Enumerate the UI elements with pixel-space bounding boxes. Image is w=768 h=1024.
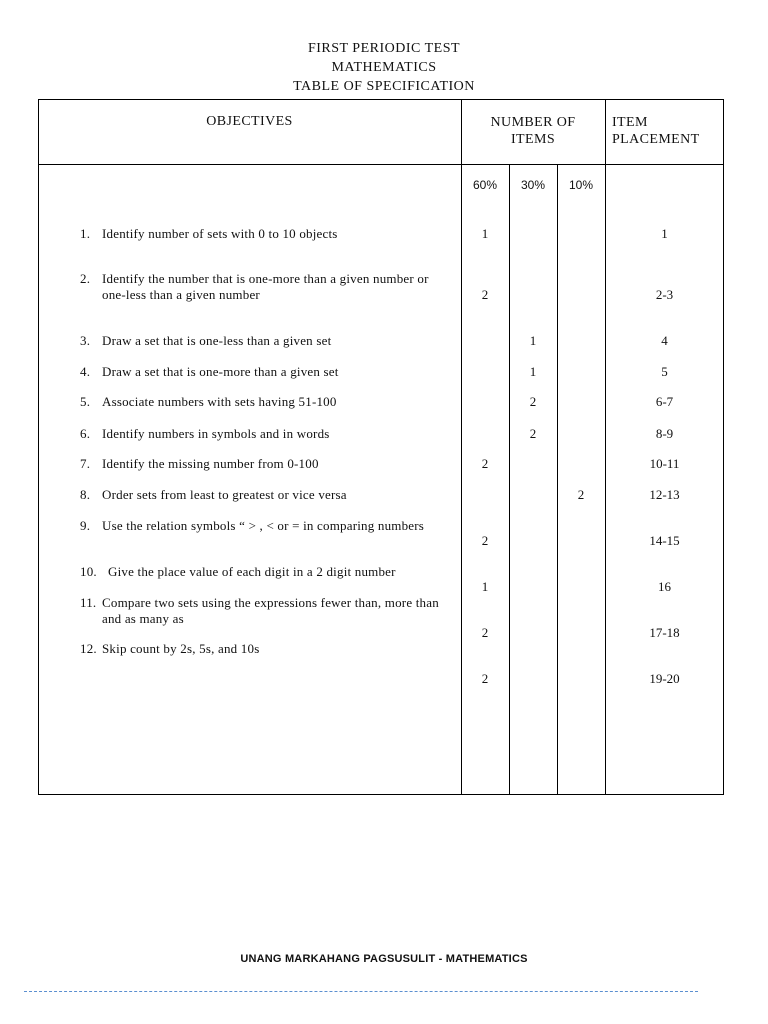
objective-number: 6.	[80, 426, 91, 441]
page-footer: UNANG MARKAHANG PAGSUSULIT - MATHEMATICS	[240, 953, 528, 965]
column-divider-objectives	[461, 99, 462, 795]
column-divider-items	[605, 99, 606, 795]
items-60-value: 1	[481, 226, 489, 241]
items-10-value: 2	[577, 487, 585, 502]
objective-number: 8.	[80, 487, 91, 502]
footer-divider	[24, 991, 698, 992]
objective-item	[80, 518, 440, 534]
test-title: FIRST PERIODIC TEST	[307, 41, 461, 56]
objective-item	[80, 394, 440, 410]
item-placement-value: 4	[661, 333, 668, 348]
item-placement-value: 17-18	[649, 625, 680, 640]
objective-text: Identify the number that is one-more than a given number or one-less than a given number	[102, 271, 429, 302]
objective-number: 11.	[80, 595, 97, 610]
items-30-value: 1	[529, 333, 537, 348]
objective-text: Compare two sets using the expressions fewer than, more than and as many as	[102, 595, 439, 626]
objective-number: 9.	[80, 518, 91, 533]
number-of-items-header	[461, 114, 605, 148]
items-60-value: 2	[481, 625, 489, 640]
number-of-items-header-line1: NUMBER OF	[490, 115, 576, 130]
item-placement-value: 10-11	[649, 456, 680, 471]
item-placement-value: 2-3	[655, 287, 674, 302]
objective-item	[80, 487, 440, 503]
objective-number: 2.	[80, 271, 91, 286]
objective-number: 10.	[80, 564, 97, 579]
objective-number: 4.	[80, 364, 91, 379]
item-placement-header-line1: ITEM	[612, 115, 648, 130]
item-placement-value: 14-15	[649, 533, 680, 548]
items-60-value: 2	[481, 456, 489, 471]
item-placement-value: 12-13	[649, 487, 680, 502]
objective-item	[80, 333, 440, 349]
objective-text: Identify number of sets with 0 to 10 objects	[102, 226, 338, 241]
objective-text: Order sets from least to greatest or vice versa	[102, 487, 347, 502]
header-divider	[38, 164, 724, 165]
objective-item	[80, 456, 440, 472]
objective-number: 5.	[80, 394, 91, 409]
objective-text: Use the relation symbols “ > , < or = in comparing numbers	[102, 518, 425, 533]
items-60-value: 2	[481, 671, 489, 686]
item-placement-value: 19-20	[649, 671, 680, 686]
objective-number: 7.	[80, 456, 91, 471]
objective-number: 3.	[80, 333, 91, 348]
objective-text: Identify the missing number from 0-100	[102, 456, 319, 471]
items-60-value: 2	[481, 287, 489, 302]
column-divider-30	[557, 164, 558, 795]
objective-item	[80, 564, 440, 580]
objective-number: 12.	[80, 641, 97, 656]
objective-item	[80, 226, 440, 242]
objective-item	[80, 641, 440, 657]
items-30-value: 1	[529, 364, 537, 379]
objective-item	[80, 595, 440, 627]
item-placement-value: 5	[661, 364, 668, 379]
subject-title: MATHEMATICS	[331, 60, 437, 75]
column-divider-60	[509, 164, 510, 795]
objective-text: Draw a set that is one-less than a given set	[102, 333, 332, 348]
objective-text: Give the place value of each digit in a 2 digit number	[108, 564, 396, 579]
item-placement-value: 8-9	[655, 426, 674, 441]
item-placement-value: 1	[661, 226, 668, 241]
percent-60-label: 60%	[472, 178, 498, 192]
objectives-header: OBJECTIVES	[206, 114, 293, 129]
objective-text: Identify numbers in symbols and in words	[102, 426, 330, 441]
items-30-value: 2	[529, 426, 537, 441]
item-placement-value: 16	[658, 579, 671, 594]
items-30-value: 2	[529, 394, 537, 409]
number-of-items-header-line2: ITEMS	[511, 132, 555, 147]
percent-30-label: 30%	[520, 178, 546, 192]
objective-text: Skip count by 2s, 5s, and 10s	[102, 641, 260, 656]
item-placement-header	[612, 114, 722, 148]
objective-number: 1.	[80, 226, 91, 241]
items-60-value: 2	[481, 533, 489, 548]
objective-item	[80, 364, 440, 380]
items-60-value: 1	[481, 579, 489, 594]
specification-table	[38, 99, 724, 795]
item-placement-header-line2: PLACEMENT	[612, 132, 700, 147]
objective-item	[80, 426, 440, 442]
item-placement-value: 6-7	[655, 394, 674, 409]
objective-item	[80, 271, 440, 303]
objective-text: Draw a set that is one-more than a given set	[102, 364, 339, 379]
percent-10-label: 10%	[568, 178, 594, 192]
objective-text: Associate numbers with sets having 51-100	[102, 394, 337, 409]
document-title: TABLE OF SPECIFICATION	[293, 79, 475, 94]
